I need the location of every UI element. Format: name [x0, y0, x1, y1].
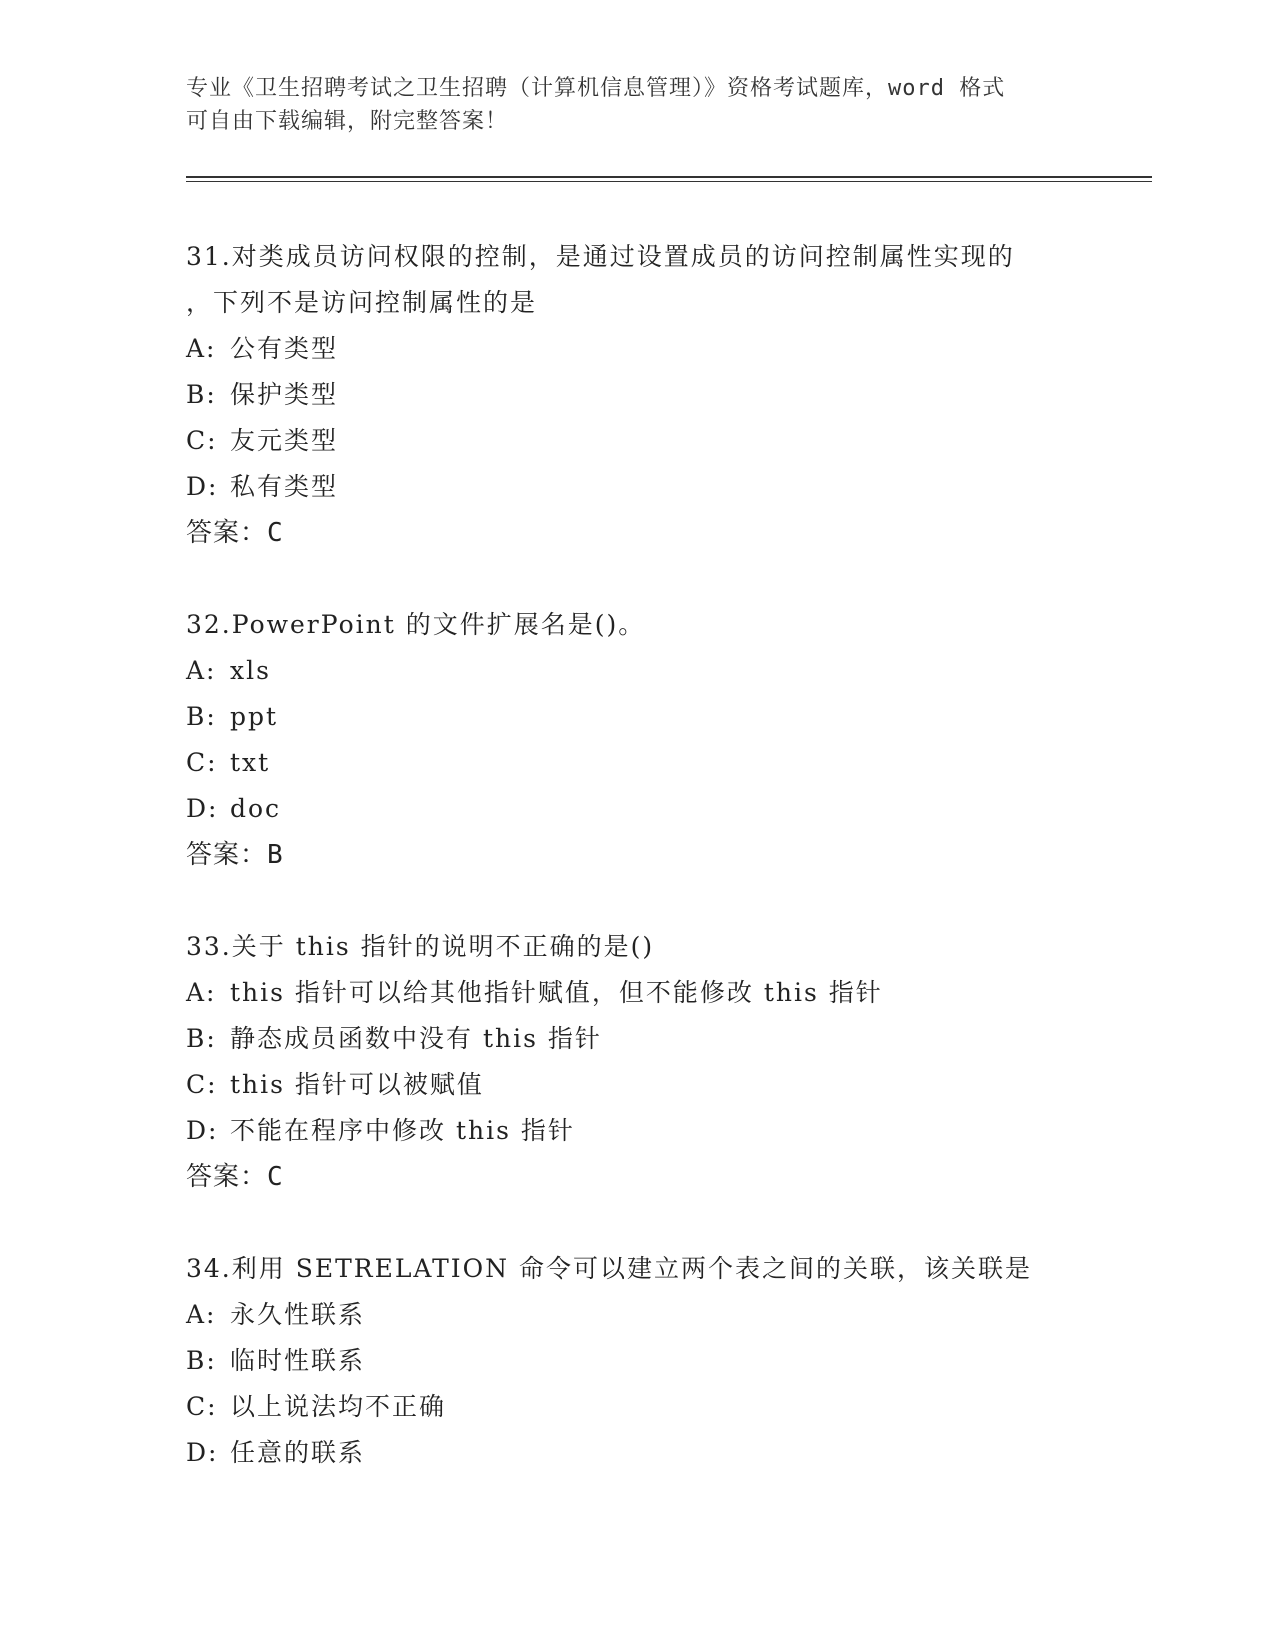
option-a: [186, 970, 1146, 1016]
option-key: D:: [186, 1438, 219, 1467]
option-c: [186, 1062, 1146, 1108]
question-stem: 33.关于 this 指针的说明不正确的是(): [186, 932, 655, 961]
option-text: 公有类型: [230, 334, 339, 363]
answer: 答案：C: [186, 518, 284, 548]
option-text: this 指针可以被赋值: [230, 1070, 484, 1099]
option-d: [186, 1430, 1146, 1476]
option-text: 以上说法均不正确: [230, 1392, 447, 1421]
answer: 答案：B: [186, 840, 284, 870]
question-32: [186, 602, 1146, 878]
option-text: doc: [230, 794, 282, 823]
question-33: [186, 924, 1146, 1200]
option-a: [186, 1292, 1146, 1338]
option-text: txt: [230, 748, 271, 777]
question-list: [186, 234, 1146, 1522]
option-key: D:: [186, 1116, 219, 1145]
option-b: [186, 1338, 1146, 1384]
option-key: B:: [186, 702, 217, 731]
option-key: B:: [186, 380, 217, 409]
option-text: this 指针可以给其他指针赋值，但不能修改 this 指针: [230, 978, 883, 1007]
option-a: [186, 648, 1146, 694]
option-text: ppt: [230, 702, 279, 731]
question-stem: 32.PowerPoint 的文件扩展名是()。: [186, 610, 646, 639]
option-c: [186, 740, 1146, 786]
document-header: [186, 72, 1086, 138]
option-key: A:: [186, 656, 217, 685]
option-text: 静态成员函数中没有 this 指针: [230, 1024, 602, 1053]
option-key: B:: [186, 1024, 217, 1053]
option-key: C:: [186, 1070, 218, 1099]
option-text: 保护类型: [230, 380, 339, 409]
option-text: 友元类型: [230, 426, 339, 455]
option-text: 私有类型: [230, 472, 339, 501]
option-a: [186, 326, 1146, 372]
option-text: 永久性联系: [230, 1300, 366, 1329]
question-stem: 34.利用 SETRELATION 命令可以建立两个表之间的关联，该关联是: [186, 1254, 1032, 1283]
option-d: [186, 786, 1146, 832]
option-key: A:: [186, 1300, 217, 1329]
option-b: [186, 372, 1146, 418]
option-key: C:: [186, 1392, 218, 1421]
header-line-2: 可自由下载编辑，附完整答案！: [186, 109, 509, 134]
question-stem: 31.对类成员访问权限的控制，是通过设置成员的访问控制属性实现的: [186, 242, 1015, 271]
question-34: [186, 1246, 1146, 1476]
option-text: 任意的联系: [230, 1438, 366, 1467]
option-c: [186, 1384, 1146, 1430]
option-key: C:: [186, 426, 218, 455]
answer: 答案：C: [186, 1162, 284, 1192]
option-key: D:: [186, 472, 219, 501]
option-text: 不能在程序中修改 this 指针: [230, 1116, 575, 1145]
option-key: D:: [186, 794, 219, 823]
option-key: A:: [186, 978, 217, 1007]
option-text: xls: [230, 656, 271, 685]
option-d: [186, 1108, 1146, 1154]
option-key: B:: [186, 1346, 217, 1375]
question-stem-continued: ，下列不是访问控制属性的是: [186, 288, 538, 317]
option-text: 临时性联系: [230, 1346, 366, 1375]
option-b: [186, 694, 1146, 740]
option-key: A:: [186, 334, 217, 363]
option-c: [186, 418, 1146, 464]
question-31: [186, 234, 1146, 556]
header-divider: [186, 176, 1152, 182]
header-line-1: 专业《卫生招聘考试之卫生招聘（计算机信息管理）》资格考试题库，word 格式: [186, 76, 1006, 101]
option-key: C:: [186, 748, 218, 777]
option-d: [186, 464, 1146, 510]
option-b: [186, 1016, 1146, 1062]
